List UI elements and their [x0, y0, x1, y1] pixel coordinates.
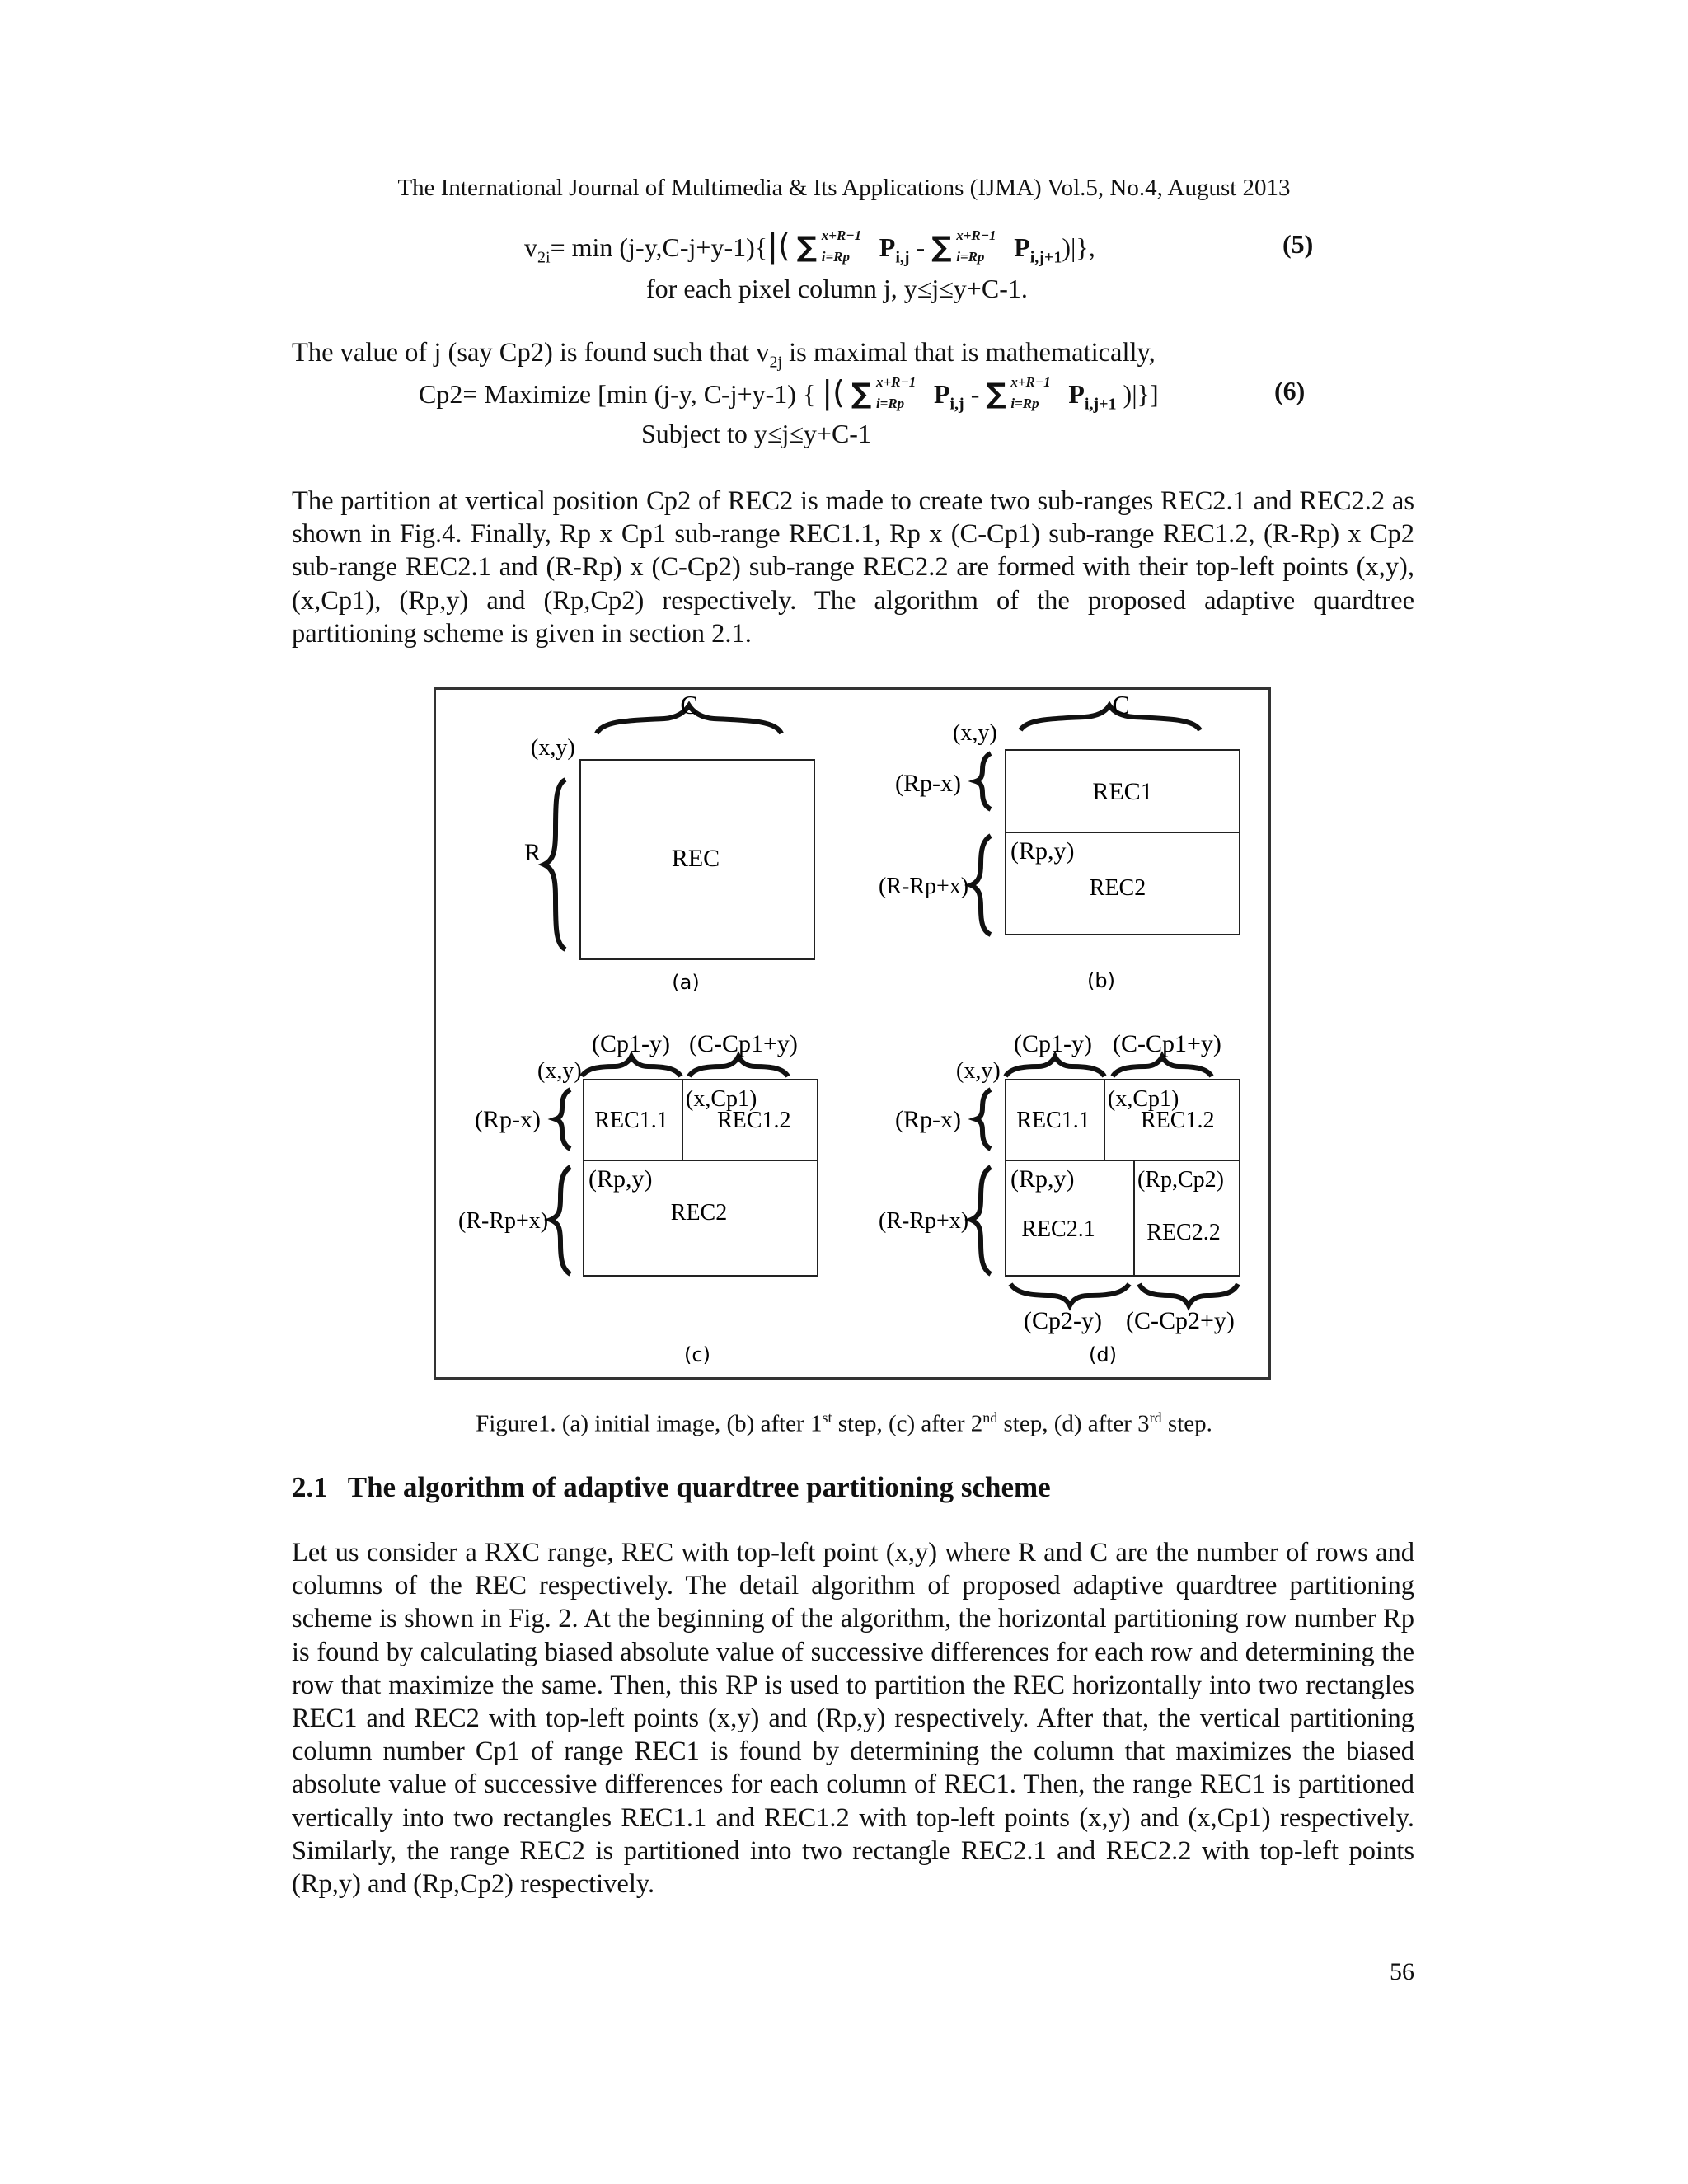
- a-rec-label: REC: [671, 845, 720, 872]
- b-rec1-label: REC1: [1092, 778, 1153, 805]
- d-rec12-label: REC1.2: [1141, 1108, 1215, 1133]
- b-subfig-label: (b): [1087, 969, 1115, 992]
- eq6-term2: P: [1068, 379, 1085, 409]
- eq5-sum2-upper: x+R−1: [956, 227, 996, 243]
- eq6-sum1-lower: i=Rp: [875, 395, 905, 411]
- eq6-sum2-symbol: ∑: [986, 377, 1006, 410]
- para-partition-description: The partition at vertical position Cp2 of REC2 is made to create two sub-ranges REC2.1 and REC2.2 as shown in Fig.4. Finally, Rp x Cp1 sub-range REC1.1, Rp x (C-Cp1) sub-range REC1.2, (R-Rp) x Cp2 sub-range REC2.1 and (R-Rp) x (C-Cp2) sub-range REC2.2 are formed with their top-left points (x,y), (x,Cp1), (Rp,y) and (Rp,Cp2) respectively. The algorithm of the proposed adaptive quardtree partitioning scheme is given in section 2.1.: [292, 486, 1414, 649]
- c-rec12-label: REC1.2: [717, 1108, 791, 1133]
- eq5-lhs-v: v: [524, 232, 537, 262]
- d-rec21-label: REC2.1: [1021, 1216, 1095, 1242]
- section-heading: [292, 1471, 1051, 1504]
- a-subfig-label: (a): [672, 971, 700, 994]
- eq5-sum2-lower: i=Rp: [956, 248, 985, 265]
- eq6-sum2-upper: x+R−1: [1010, 373, 1051, 390]
- c-label-ccp1y: (C-Cp1+y): [689, 1030, 798, 1057]
- d-label-rpy: (Rp,y): [1010, 1165, 1075, 1193]
- eq5-sum1-upper: x+R−1: [821, 227, 862, 243]
- eq5-sum1-lower: i=Rp: [821, 248, 851, 265]
- eq5-sum1-symbol: ∑: [796, 230, 818, 264]
- eq6-minus: -: [964, 379, 987, 409]
- eq5-lhs-rest: = min (j-y,C-j+y-1){: [550, 232, 768, 262]
- caption-s3: rd: [1149, 1409, 1162, 1426]
- d-subfig-label: (d): [1089, 1343, 1117, 1366]
- equation-5-condition: for each pixel column j, y≤j≤y+C-1.: [646, 274, 1028, 303]
- para1-text-b: is maximal that is mathematically,: [782, 338, 1156, 368]
- page-number: 56: [1390, 1958, 1414, 1985]
- eq5-lhs-sub: 2i: [537, 248, 551, 267]
- d-label-rrpx: (R-Rp+x): [879, 1208, 969, 1234]
- eq5-term2: P: [1014, 232, 1030, 262]
- figure-1-diagram: [434, 687, 1271, 1380]
- b-label-rrpx: (R-Rp+x): [879, 874, 969, 899]
- eq5-term1: P: [879, 232, 896, 262]
- eq6-sum1-upper: x+R−1: [875, 373, 917, 390]
- d-label-ccp1y: (C-Cp1+y): [1113, 1030, 1221, 1057]
- b-rec2-label: REC2: [1089, 875, 1146, 901]
- eq5-term1-sub: i,j: [895, 248, 910, 267]
- eq6-sum1: [851, 373, 934, 414]
- caption-s1: st: [822, 1409, 832, 1426]
- para1-text-a: The value of j (say Cp2) is found such that v: [292, 338, 770, 368]
- equation-6-subject: Subject to y≤j≤y+C-1: [641, 419, 871, 448]
- c-label-cp1y: (Cp1-y): [592, 1030, 670, 1057]
- caption-t2: step, (c) after 2: [832, 1410, 983, 1437]
- eq6-abs-open: |(: [822, 374, 845, 410]
- caption-s2: nd: [982, 1409, 998, 1426]
- equation-6: [419, 374, 1159, 414]
- eq6-sum1-symbol: ∑: [851, 377, 872, 410]
- c-rec2-label: REC2: [670, 1200, 728, 1226]
- b-label-xy: (x,y): [953, 720, 997, 746]
- a-label-xy: (x,y): [531, 735, 575, 761]
- eq6-term1-sub: i,j: [950, 395, 964, 414]
- eq5-sum2: [931, 227, 1014, 267]
- section-title: The algorithm of adaptive quardtree partitioning scheme: [347, 1471, 1051, 1503]
- c-subfig-label: (c): [684, 1343, 710, 1366]
- c-rec11-label: REC1.1: [594, 1108, 668, 1133]
- eq6-term1: P: [933, 379, 950, 409]
- running-header: The International Journal of Multimedia & Its Applications (IJMA) Vol.5, No.4, August 2013: [397, 175, 1291, 201]
- eq5-abs-open: |(: [767, 227, 790, 264]
- d-label-rpx: (Rp-x): [895, 1106, 961, 1133]
- b-label-rpx: (Rp-x): [895, 770, 961, 797]
- eq6-term2-sub: i,j+1: [1084, 395, 1117, 414]
- eq5-sum2-symbol: ∑: [931, 230, 952, 264]
- caption-t4: step.: [1161, 1410, 1212, 1437]
- eq5-term2-sub: i,j+1: [1029, 248, 1062, 267]
- eq5-sum1: [796, 227, 879, 267]
- eq6-lhs: Cp2= Maximize [min (j-y, C-j+y-1) {: [419, 379, 823, 409]
- b-label-rpy: (Rp,y): [1010, 837, 1075, 865]
- para-algorithm-description: Let us consider a RXC range, REC with top-left point (x,y) where R and C are the number of rows and columns of the REC respectively. The detail algorithm of proposed adaptive quardtree partitioning scheme is shown in Fig. 2. At the beginning of the algorithm, the horizontal partitioning row number Rp is found by calculating biased absolute value of successive differences for each row and determining the row that maximize the same. Then, this RP is used to partition the REC horizontally into two rectangles REC1 and REC2 with top-left points (x,y) and (Rp,y) respectively. After that, the vertical partitioning column number Cp1 of range REC1 is found by determining the column that maximizes the biased absolute value of successive differences for each column of REC1. Then, the range REC1 is partitioned vertically into two rectangles REC1.1 and REC1.2 with top-left points (x,y) and (x,Cp1) respectively. Similarly, the range REC2 is partitioned into two rectangle REC2.1 and REC2.2 with top-left points (Rp,y) and (Rp,Cp2) respectively.: [292, 1538, 1414, 1900]
- d-rec11-label: REC1.1: [1016, 1108, 1090, 1133]
- caption-t1: Figure1. (a) initial image, (b) after 1: [476, 1410, 823, 1437]
- caption-t3: step, (d) after 3: [997, 1410, 1150, 1437]
- eq6-sum2: [986, 373, 1068, 414]
- equation-5: [524, 227, 1095, 267]
- a-label-r: R: [524, 839, 542, 866]
- c-label-rpy: (Rp,y): [588, 1165, 653, 1193]
- para1-sub: 2j: [769, 353, 783, 372]
- d-label-xy: (x,y): [956, 1058, 1001, 1084]
- d-label-rpcp2: (Rp,Cp2): [1137, 1167, 1224, 1193]
- equation-5-number: (5): [1282, 229, 1314, 259]
- a-label-c: C: [680, 690, 698, 719]
- eq5-minus: -: [909, 232, 932, 262]
- d-label-cp1y: (Cp1-y): [1014, 1030, 1092, 1057]
- eq5-close: )|},: [1062, 232, 1095, 262]
- c-label-rrpx: (R-Rp+x): [458, 1208, 549, 1234]
- eq6-close: )|}]: [1116, 379, 1159, 409]
- d-label-xcp1: (x,Cp1): [1108, 1086, 1179, 1112]
- c-label-rpx: (Rp-x): [475, 1106, 541, 1133]
- d-rec22-label: REC2.2: [1146, 1220, 1221, 1245]
- d-label-ccp2y: (C-Cp2+y): [1126, 1307, 1235, 1334]
- para-cp2-intro: [292, 338, 1156, 373]
- figure-1-caption: [0, 1409, 1688, 1438]
- c-label-xy: (x,y): [537, 1058, 582, 1084]
- d-label-cp2y: (Cp2-y): [1024, 1307, 1102, 1334]
- equation-6-number: (6): [1274, 376, 1306, 405]
- c-label-xcp1: (x,Cp1): [686, 1086, 757, 1112]
- b-label-c: C: [1112, 690, 1130, 719]
- eq6-sum2-lower: i=Rp: [1010, 395, 1039, 411]
- section-number: 2.1: [292, 1471, 328, 1503]
